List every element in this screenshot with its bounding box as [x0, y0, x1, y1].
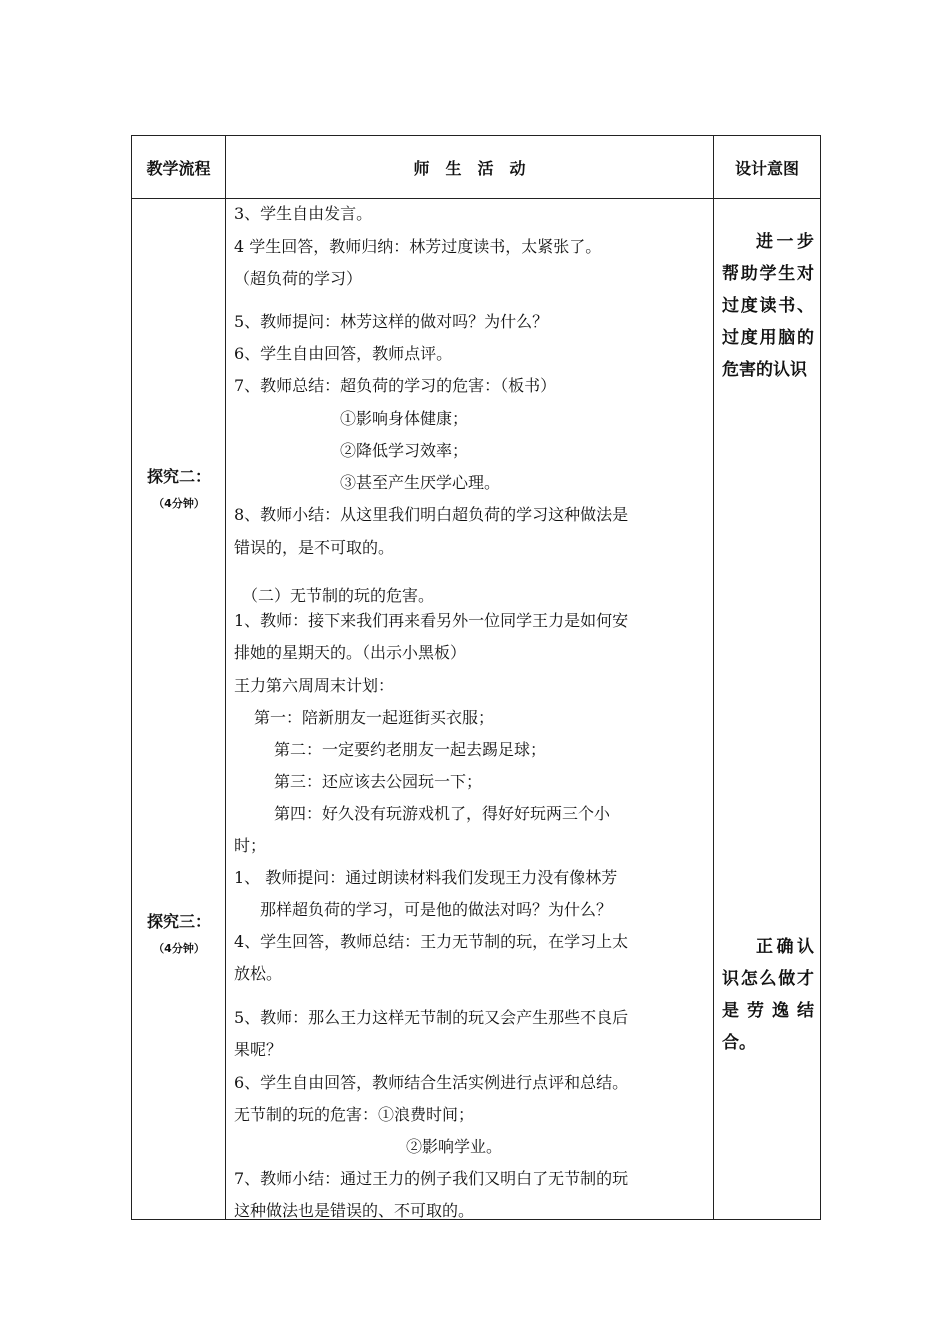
- activity-line: 放松。: [234, 964, 283, 983]
- activity-line: （二）无节制的玩的危害。: [242, 586, 435, 605]
- activity-line: 1、 教师提问：通过朗读材料我们发现王力没有像林芳: [234, 868, 618, 887]
- activity-line: 6、学生自由回答，教师结合生活实例进行点评和总结。: [234, 1073, 629, 1092]
- activity-line: 排她的星期天的。（出示小黑板）: [234, 643, 467, 662]
- activity-line: 6、学生自由回答，教师点评。: [234, 344, 453, 363]
- column-divider: [713, 136, 714, 1219]
- activity-line: ①影响身体健康；: [340, 409, 469, 428]
- stage-title: 探究二：: [146, 467, 211, 486]
- activity-line: 3、学生自由发言。: [234, 204, 373, 223]
- activity-line: 第二：一定要约老朋友一起去踢足球；: [274, 740, 547, 759]
- activity-line: 第三：还应该去公园玩一下；: [274, 772, 483, 791]
- stage-title: 探究三：: [146, 912, 211, 931]
- activity-line: 7、教师总结：超负荷的学习的危害：（板书）: [234, 376, 557, 395]
- lesson-plan-table: [131, 135, 821, 1220]
- activity-line: 7、教师小结：通过王力的例子我们又明白了无节制的玩: [234, 1169, 629, 1188]
- activity-line: 4、学生回答，教师总结：王力无节制的玩，在学习上太: [234, 932, 629, 951]
- activity-line: 时；: [234, 836, 267, 855]
- header-activities: 师 生 活 动: [413, 158, 526, 178]
- stage-explore-three: [132, 909, 226, 956]
- design-intent-explore-three: 正确认识怎么做才是劳逸结合。: [722, 937, 814, 1053]
- activity-line: 5、教师提问：林芳这样的做对吗？为什么？: [234, 312, 549, 331]
- activity-line: 第一：陪新朋友一起逛街买衣服；: [254, 708, 495, 727]
- stage-explore-two: [132, 464, 226, 511]
- activity-line: 无节制的玩的危害：①浪费时间；: [234, 1105, 475, 1124]
- column-divider: [225, 136, 226, 1219]
- activity-line: ②影响学业。: [406, 1137, 503, 1156]
- activity-line: 1、教师：接下来我们再来看另外一位同学王力是如何安: [234, 611, 629, 630]
- stage-duration: （4分钟）: [153, 497, 205, 510]
- activity-line: ②降低学习效率；: [340, 441, 469, 460]
- activity-line: （超负荷的学习）: [234, 269, 363, 288]
- header-divider: [132, 198, 820, 199]
- activity-line: 第四：好久没有玩游戏机了，得好好玩两三个小: [274, 804, 611, 823]
- activity-line: 错误的，是不可取的。: [234, 538, 395, 557]
- activity-line: 8、教师小结：从这里我们明白超负荷的学习这种做法是: [234, 505, 629, 524]
- activity-line: 这种做法也是错误的、不可取的。: [234, 1201, 475, 1220]
- activity-line: 5、教师：那么王力这样无节制的玩又会产生那些不良后: [234, 1008, 629, 1027]
- activity-line: 果呢？: [234, 1040, 283, 1059]
- header-teaching-process: 教学流程: [146, 158, 211, 178]
- header-design-intent: 设计意图: [734, 158, 799, 178]
- design-intent-explore-two: 进一步帮助学生对过度读书、过度用脑的危害的认识: [722, 232, 814, 380]
- activity-line: 那样超负荷的学习，可是他的做法对吗？为什么？: [260, 900, 613, 919]
- activity-line: 4 学生回答，教师归纳：林芳过度读书，太紧张了。: [234, 237, 602, 256]
- activity-line: 王力第六周周末计划：: [234, 676, 395, 695]
- stage-duration: （4分钟）: [153, 942, 205, 955]
- activity-line: ③甚至产生厌学心理。: [340, 473, 501, 492]
